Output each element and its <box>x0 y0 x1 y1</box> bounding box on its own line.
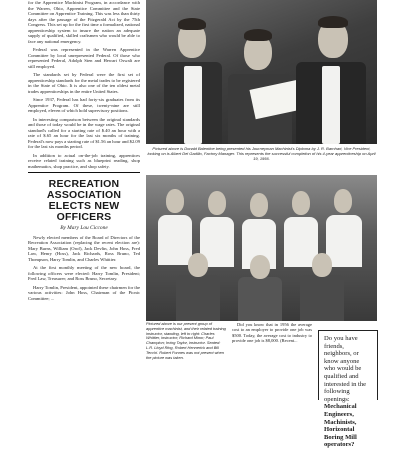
person-figure <box>326 215 362 267</box>
openings-intro: Do you have friends, neighbors, or know anyone who would be qualified and interested in the following openings: <box>324 335 367 403</box>
person-head <box>166 189 184 213</box>
photo-caption: Pictured above is Donald Balentine being presented his Journeyman Machinist's Diploma by J. R. Barnhart, Vice President, looking on is Albert Del Gadillo, Factory Manager. This represents the successful completion of his 4-year apprenticeship on April 19, 1956. <box>147 146 376 161</box>
article-paragraph: The standards set by Federal were the first set of apprenticeship standards for the metal trades to be registered in the State of Ohio. It is also one of the ten oldest metal trades apprenticeships in the entire United States. <box>28 72 140 94</box>
article-paragraph: for the Apprentice Machinist Program, in accordance with the Warren, Ohio, Apprentice Committee and the State Committee on Apprentice Training. This was less than thirty days after the passage of the Fitzgerald Act by the 75th Congress. This set up for the first time a formalized, national apprenticeship system to insure the nation an adequate supply of qualified, skilled craftsmen who would be able to face any national emergency. <box>28 0 140 44</box>
apprentice-group-photo <box>146 175 377 321</box>
article-paragraph: Did you know that in 1956 the average cost to an employer to provide one job was $500. Today, the average cost to industry to provide one job is $8,000. (Recent... <box>232 322 312 344</box>
article-paragraph: Since 1937, Federal has had forty-six graduates from its Apprentice Program. Of these, twenty-nine are still employed, eleven of which hold supervisory positions. <box>28 97 140 113</box>
openings-list: Mechanical Engineers, Machinists, Horizontal Boring Mill operators? <box>324 403 357 449</box>
divider <box>28 172 140 173</box>
article-paragraph: Federal was represented in the Warren Apprentice Committee by local unrepresented Federal. Of those who represented Federal, Adolph Sten and Hewart Oswalt are still employed. <box>28 47 140 69</box>
article-headline: RECREATION ASSOCIATION ELECTS NEW OFFICERS <box>46 178 122 223</box>
person-figure <box>158 215 192 265</box>
person-head <box>334 189 352 213</box>
shirt-front <box>322 66 340 144</box>
person-figure <box>300 275 344 321</box>
article-paragraph: In interesting comparison between the original standards and those of today would be in the wage rates. The original standard's called for a starting rate of $.40 an hour with a rate of $.65 an hour for the last six months of training. Federal's now pays a starting rate of $1.56 an hour and $2.09 for the last six months period. <box>28 116 140 149</box>
person-figure <box>176 275 220 321</box>
person-head <box>188 253 208 277</box>
person-head <box>208 191 226 215</box>
job-openings-box <box>318 330 378 449</box>
article-paragraph: In addition to actual on-the-job training, apprentices receive related training such as blueprint reading, shop mathematics, shop practice, and shop safety. <box>28 152 140 169</box>
middle-bottom-column <box>232 322 312 400</box>
person-figure <box>238 277 282 321</box>
left-column <box>28 0 140 400</box>
person-hair <box>178 18 206 30</box>
person-head <box>292 191 310 215</box>
article-paragraph: Newly elected members of the Board of Directors of the Recreation Association (replacing the recent election are): Mary Burns, William (Orof), Jack Devlin, John Hoss, Fred Law, Henry (Hoss), Jack Richards, Ross Bruno, Ted Thompson, Harry Tomlin, and Charles Whittier. <box>28 234 140 262</box>
group-photo-caption: Pictured above is our present group of apprentice machinist, and their related training instructor, standing, left to right: Charles Whittier, instructor; Richard Minor; Paul Champion; Irving Taylor, instructor. Seated: L.R. Lloyd Ring, Robert Hennerick and Bill Tecchi. Robert Fonnes was not present when the picture was taken. <box>146 321 226 360</box>
shirt-front <box>184 66 202 144</box>
article-byline: By Mary Lou Ciccone <box>60 225 108 231</box>
person-head <box>250 255 270 279</box>
article-paragraph: Harry Tomlin, President, appointed these chairmen for the various activities: John Hoss, Chairman of the Picnic Committee; ... <box>28 284 140 301</box>
person-head <box>312 253 332 277</box>
person-hair <box>318 16 348 28</box>
person-head <box>250 193 268 217</box>
diploma-presentation-photo <box>146 0 377 144</box>
person-hair <box>244 29 272 41</box>
article-paragraph: At the first monthly meeting of the new board, the following officers were elected: Harry Tomlin, President; Fred Law, Treasurer; and Ross Bruno, Secretary. <box>28 265 140 281</box>
